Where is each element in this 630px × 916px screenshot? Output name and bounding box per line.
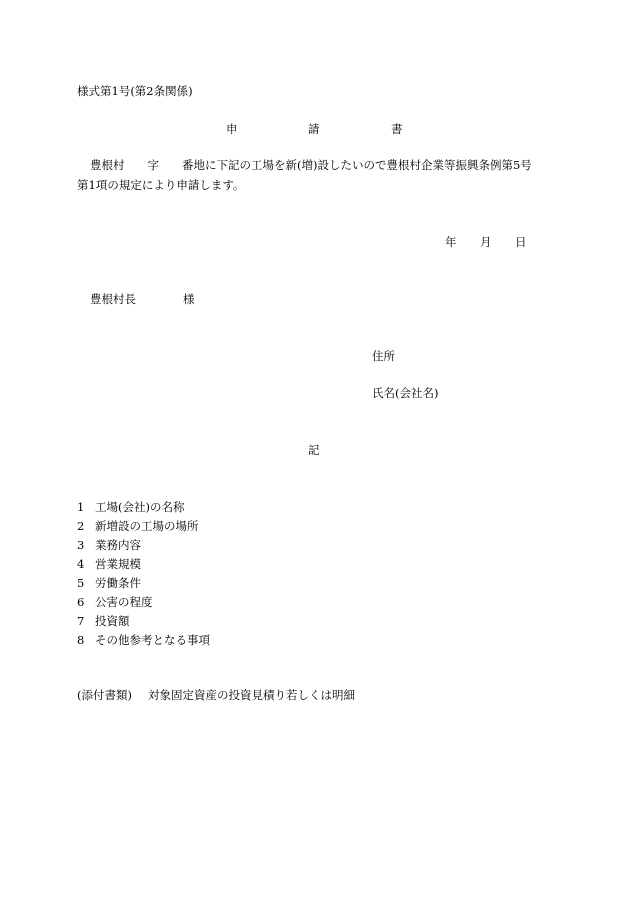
item-number: 1 [77, 500, 85, 514]
addressee-honorific: 様 [183, 292, 195, 306]
item-text: その他参考となる事項 [95, 633, 210, 647]
date-day: 日 [515, 235, 527, 249]
item-text: 投資額 [95, 614, 130, 628]
item-text: 新増設の工場の場所 [95, 519, 199, 533]
item-text: 業務内容 [95, 538, 141, 552]
body-line-2: 第1項の規定により申請します。 [77, 178, 245, 192]
item-text: 労働条件 [95, 576, 141, 590]
date-month: 月 [480, 235, 492, 249]
item-number: 7 [77, 614, 85, 628]
list-item [77, 615, 210, 634]
form-number: 様式第1号(第2条関係) [77, 84, 193, 98]
title-char-1: 申 [226, 122, 238, 136]
list-item [77, 520, 210, 539]
item-number: 4 [77, 557, 85, 571]
list-item [77, 539, 210, 558]
applicant-address-label: 住所 [372, 349, 395, 363]
title-char-3: 書 [391, 122, 403, 136]
addressee-name: 豊根村長 [90, 292, 136, 306]
date-year: 年 [445, 235, 457, 249]
item-number: 5 [77, 576, 85, 590]
item-text: 公害の程度 [95, 595, 153, 609]
item-number: 3 [77, 538, 85, 552]
item-number: 8 [77, 633, 85, 647]
list-item [77, 501, 210, 520]
applicant-name-label: 氏名(会社名) [372, 386, 439, 400]
item-number: 2 [77, 519, 85, 533]
list-item [77, 634, 210, 653]
attachment-note [77, 690, 355, 702]
list-item [77, 558, 210, 577]
attachment-text: 対象固定資産の投資見積り若しくは明細 [147, 688, 355, 702]
body-line-1: 豊根村 字 番地に下記の工場を新(増)設したいので豊根村企業等振興条例第5号 [90, 158, 532, 172]
item-text: 工場(会社)の名称 [95, 500, 185, 514]
ki-heading: 記 [308, 443, 320, 457]
list-item [77, 596, 210, 615]
item-text: 営業規模 [95, 557, 141, 571]
item-number: 6 [77, 595, 85, 609]
title-char-2: 請 [308, 122, 320, 136]
item-list [77, 501, 210, 653]
attachment-label: (添付書類) [77, 688, 132, 702]
list-item [77, 577, 210, 596]
